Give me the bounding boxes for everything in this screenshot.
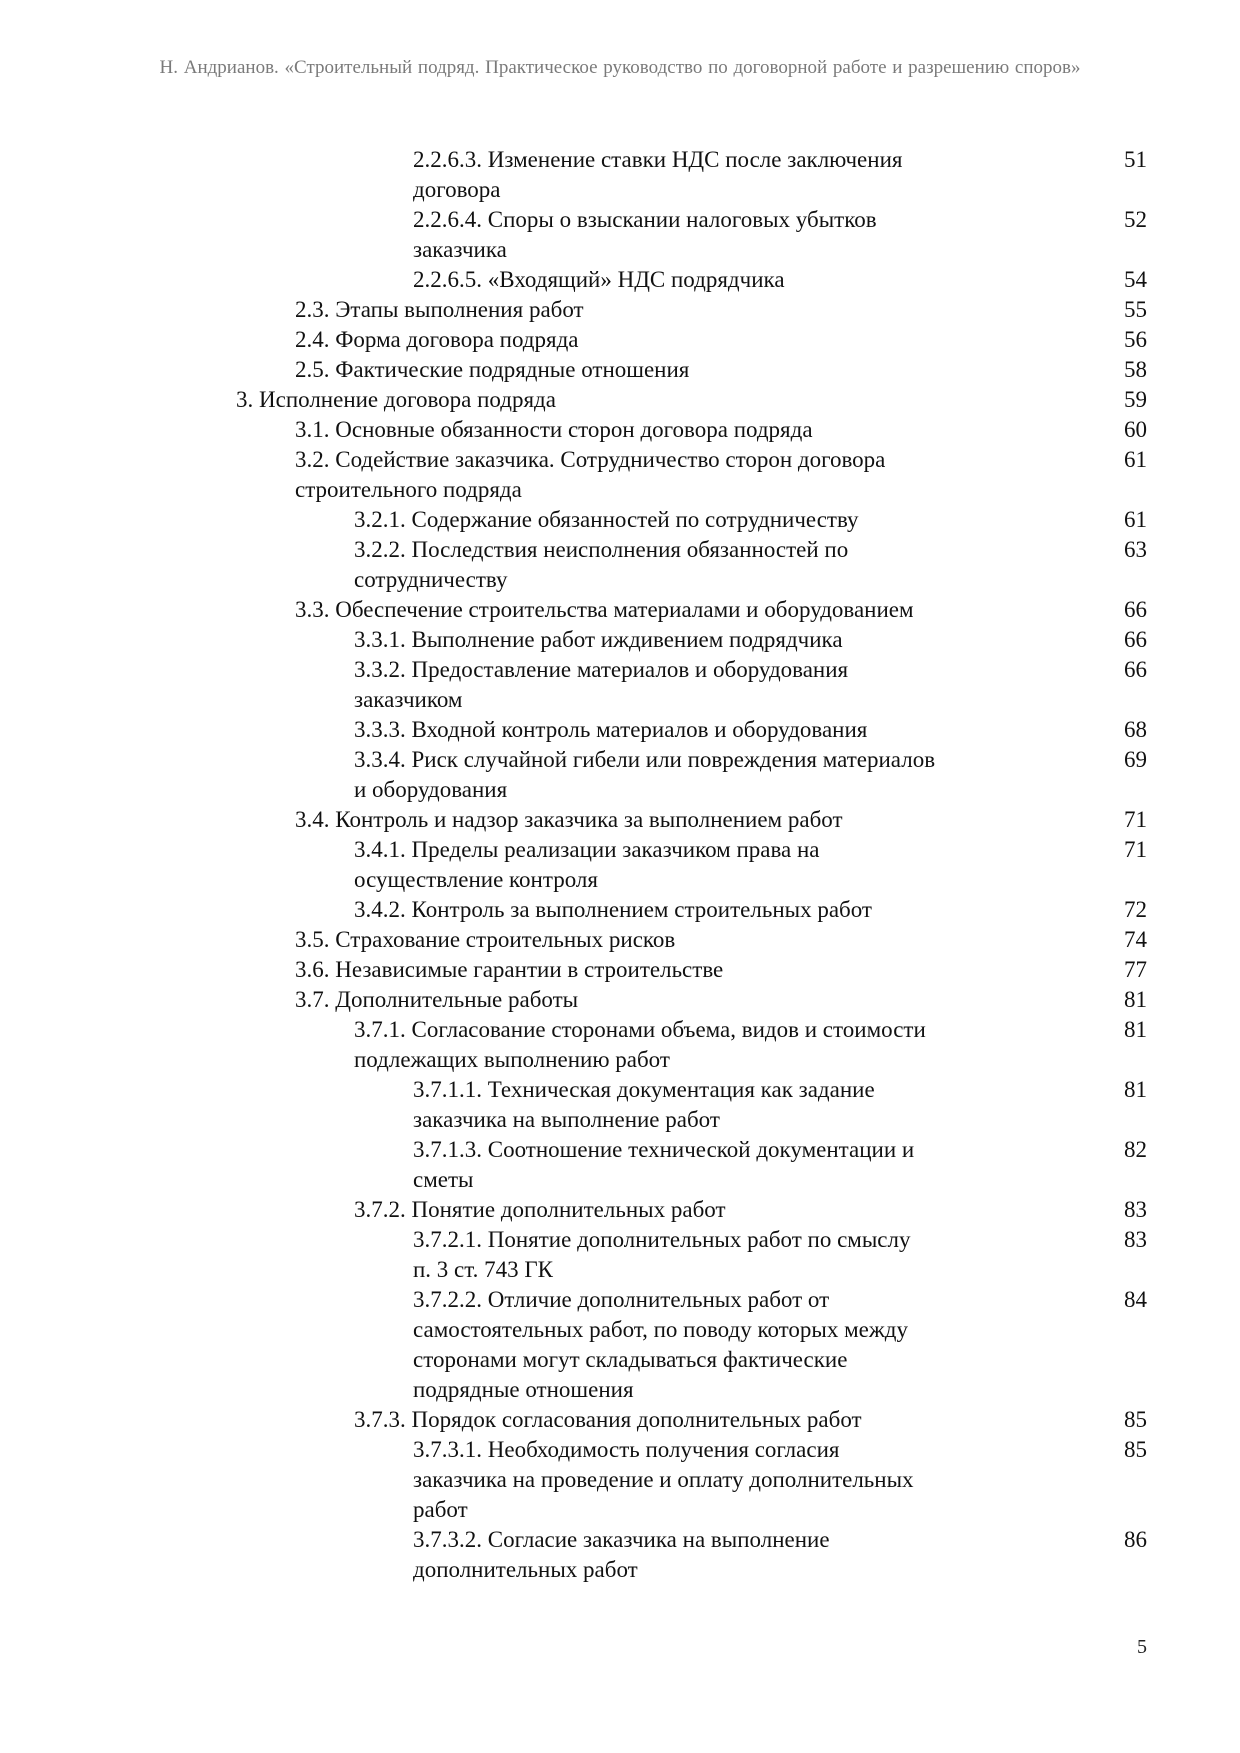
toc-entry-page: 86 — [1124, 1527, 1147, 1552]
table-of-contents — [0, 145, 1240, 1585]
toc-entry-line: 3.7.1.1. Техническая документация как задание — [413, 1077, 875, 1102]
toc-entry-line: подрядные отношения — [413, 1377, 634, 1402]
toc-entry-page: 71 — [1124, 837, 1147, 862]
toc-entry-line: 2.4. Форма договора подряда — [295, 327, 579, 352]
toc-entry-line: 3.3.4. Риск случайной гибели или повреждения материалов — [354, 747, 936, 772]
toc-entry-page: 66 — [1124, 597, 1147, 622]
toc-entry-line: 3.2. Содействие заказчика. Сотрудничество сторон договора — [295, 447, 886, 472]
toc-entry-page: 58 — [1124, 357, 1147, 382]
toc-entry-page: 51 — [1124, 147, 1147, 172]
toc-entry[interactable] — [0, 385, 1240, 415]
toc-entry-page: 56 — [1124, 327, 1147, 352]
toc-entry-page: 52 — [1124, 207, 1147, 232]
toc-entry-line: заказчика на выполнение работ — [413, 1107, 720, 1132]
toc-entry-page: 81 — [1124, 1017, 1147, 1042]
toc-entry-page: 74 — [1124, 927, 1147, 952]
toc-entry[interactable] — [0, 1075, 1240, 1135]
toc-entry-line: 3.3.2. Предоставление материалов и оборудования — [354, 657, 849, 682]
running-header: Н. Андрианов. «Строительный подряд. Практическое руководство по договорной работе и разрешению споров» — [159, 57, 1081, 78]
toc-entry[interactable] — [0, 145, 1240, 205]
toc-entry[interactable] — [0, 1435, 1240, 1525]
toc-entry-page: 85 — [1124, 1407, 1147, 1432]
toc-entry-line: 3.7.2.2. Отличие дополнительных работ от — [413, 1287, 830, 1312]
toc-entry-page: 84 — [1124, 1287, 1147, 1312]
toc-entry-line: 2.2.6.5. «Входящий» НДС подрядчика — [413, 267, 785, 292]
toc-entry-line: 3.7.3.1. Необходимость получения согласия — [413, 1437, 840, 1462]
toc-entry[interactable] — [0, 1405, 1240, 1435]
toc-entry[interactable] — [0, 655, 1240, 715]
toc-entry-line: сметы — [413, 1167, 474, 1192]
toc-entry-line: 2.3. Этапы выполнения работ — [295, 297, 584, 322]
toc-entry-line: 3. Исполнение договора подряда — [236, 387, 556, 412]
toc-entry-line: 3.3. Обеспечение строительства материалами и оборудованием — [295, 597, 914, 622]
toc-entry[interactable] — [0, 1015, 1240, 1075]
toc-entry-line: 3.7.2. Понятие дополнительных работ — [354, 1197, 726, 1222]
toc-entry[interactable] — [0, 265, 1240, 295]
toc-entry-line: 3.7.3. Порядок согласования дополнительных работ — [354, 1407, 862, 1432]
toc-entry-page: 55 — [1124, 297, 1147, 322]
toc-entry-line: заказчика на проведение и оплату дополнительных — [413, 1467, 914, 1492]
toc-entry-page: 82 — [1124, 1137, 1147, 1162]
toc-entry-line: сторонами могут складываться фактические — [413, 1347, 848, 1372]
toc-entry-page: 68 — [1124, 717, 1147, 742]
toc-entry-page: 66 — [1124, 627, 1147, 652]
toc-entry-line: 2.2.6.4. Споры о взыскании налоговых убытков — [413, 207, 877, 232]
toc-entry[interactable] — [0, 1135, 1240, 1195]
toc-entry-line: п. 3 ст. 743 ГК — [413, 1257, 553, 1282]
toc-entry[interactable] — [0, 415, 1240, 445]
toc-entry-page: 61 — [1124, 447, 1147, 472]
toc-entry[interactable] — [0, 835, 1240, 895]
toc-entry-page: 66 — [1124, 657, 1147, 682]
toc-entry[interactable] — [0, 895, 1240, 925]
toc-entry-page: 69 — [1124, 747, 1147, 772]
toc-entry-line: 3.2.1. Содержание обязанностей по сотрудничеству — [354, 507, 859, 532]
toc-entry-page: 81 — [1124, 987, 1147, 1012]
toc-entry-line: дополнительных работ — [413, 1557, 638, 1582]
toc-entry-page: 72 — [1124, 897, 1147, 922]
toc-entry[interactable] — [0, 1285, 1240, 1405]
toc-entry[interactable] — [0, 535, 1240, 595]
toc-entry[interactable] — [0, 1195, 1240, 1225]
toc-entry[interactable] — [0, 595, 1240, 625]
toc-entry-page: 71 — [1124, 807, 1147, 832]
toc-entry-line: 3.1. Основные обязанности сторон договора подряда — [295, 417, 813, 442]
toc-entry[interactable] — [0, 985, 1240, 1015]
toc-entry-page: 81 — [1124, 1077, 1147, 1102]
toc-entry-line: договора — [413, 177, 501, 202]
toc-entry[interactable] — [0, 745, 1240, 805]
toc-entry-line: 3.4.2. Контроль за выполнением строительных работ — [354, 897, 872, 922]
toc-entry-page: 83 — [1124, 1197, 1147, 1222]
toc-entry-line: работ — [413, 1497, 468, 1522]
toc-entry-line: и оборудования — [354, 777, 508, 802]
toc-entry-line: 3.6. Независимые гарантии в строительстве — [295, 957, 724, 982]
toc-entry[interactable] — [0, 805, 1240, 835]
toc-entry-page: 85 — [1124, 1437, 1147, 1462]
toc-entry-page: 77 — [1124, 957, 1147, 982]
toc-entry-line: 3.7.1.3. Соотношение технической документации и — [413, 1137, 915, 1162]
toc-entry[interactable] — [0, 715, 1240, 745]
toc-entry-page: 83 — [1124, 1227, 1147, 1252]
toc-entry[interactable] — [0, 355, 1240, 385]
toc-entry[interactable] — [0, 325, 1240, 355]
toc-entry-line: 3.7.3.2. Согласие заказчика на выполнение — [413, 1527, 830, 1552]
toc-entry[interactable] — [0, 625, 1240, 655]
toc-entry-line: 3.4.1. Пределы реализации заказчиком права на — [354, 837, 820, 862]
toc-entry-page: 59 — [1124, 387, 1147, 412]
toc-entry[interactable] — [0, 955, 1240, 985]
toc-entry-line: подлежащих выполнению работ — [354, 1047, 670, 1072]
toc-entry[interactable] — [0, 445, 1240, 505]
toc-entry-line: осуществление контроля — [354, 867, 598, 892]
toc-entry-line: 3.3.3. Входной контроль материалов и оборудования — [354, 717, 868, 742]
page-number: 5 — [1137, 1636, 1147, 1658]
toc-entry-line: сотрудничеству — [354, 567, 508, 592]
toc-entry[interactable] — [0, 295, 1240, 325]
toc-entry-line: строительного подряда — [295, 477, 522, 502]
toc-entry-line: 3.2.2. Последствия неисполнения обязанностей по — [354, 537, 849, 562]
toc-entry-line: 3.5. Страхование строительных рисков — [295, 927, 676, 952]
toc-entry-line: заказчиком — [354, 687, 463, 712]
toc-entry-line: 3.7.1. Согласование сторонами объема, видов и стоимости — [354, 1017, 926, 1042]
toc-entry-line: 3.7.2.1. Понятие дополнительных работ по смыслу — [413, 1227, 911, 1252]
toc-entry-line: 3.4. Контроль и надзор заказчика за выполнением работ — [295, 807, 843, 832]
toc-entry[interactable] — [0, 1525, 1240, 1585]
toc-entry-line: 3.7. Дополнительные работы — [295, 987, 579, 1012]
toc-entry-page: 60 — [1124, 417, 1147, 442]
toc-entry-line: самостоятельных работ, по поводу которых между — [413, 1317, 908, 1342]
toc-entry-page: 61 — [1124, 507, 1147, 532]
toc-entry-line: 2.2.6.3. Изменение ставки НДС после заключения — [413, 147, 903, 172]
toc-entry-line: 3.3.1. Выполнение работ иждивением подрядчика — [354, 627, 843, 652]
toc-entry[interactable] — [0, 925, 1240, 955]
toc-entry-page: 63 — [1124, 537, 1147, 562]
toc-entry-line: заказчика — [413, 237, 507, 262]
toc-entry-page: 54 — [1124, 267, 1147, 292]
toc-entry[interactable] — [0, 1225, 1240, 1285]
toc-entry-line: 2.5. Фактические подрядные отношения — [295, 357, 690, 382]
toc-entry[interactable] — [0, 505, 1240, 535]
toc-entry[interactable] — [0, 205, 1240, 265]
